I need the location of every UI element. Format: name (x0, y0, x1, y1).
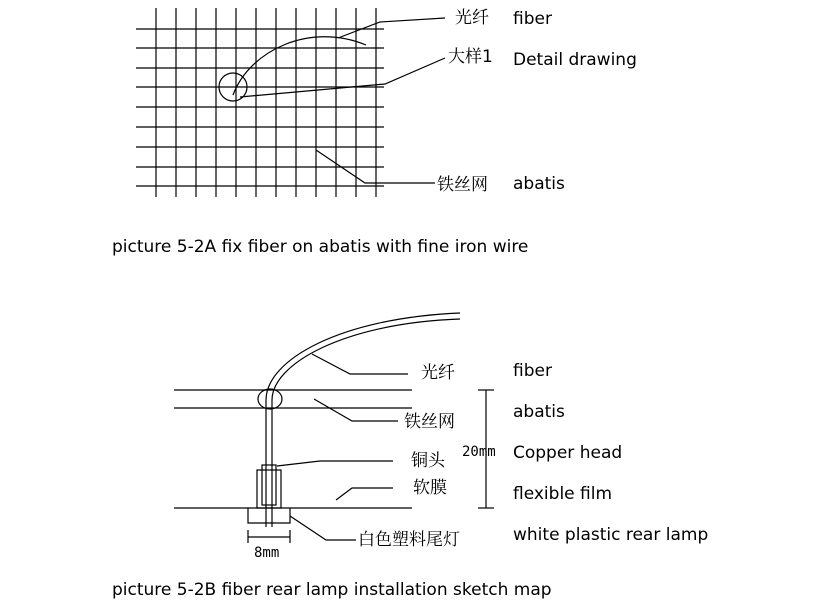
abatis-wire-loop (258, 389, 282, 409)
fig-a-cn-detail: 大样1 (448, 47, 493, 67)
fig-b-en-fiber: fiber (513, 361, 552, 381)
fig-b-en-lamp: white plastic rear lamp (513, 525, 709, 545)
rear-lamp-housing (248, 508, 290, 523)
fig-a-en-fiber: fiber (513, 9, 552, 29)
fig-b-cn-film: 软膜 (413, 478, 447, 498)
dim-height-label: 20mm (462, 444, 496, 460)
leader-fiber-a (338, 18, 445, 38)
fig-b-cn-abatis: 铁丝网 (404, 412, 455, 432)
abatis-grid (136, 8, 384, 197)
fig-b-cn-fiber: 光纤 (421, 363, 455, 383)
fiber-curve-a (233, 37, 366, 95)
fig-a-cn-abatis: 铁丝网 (437, 175, 488, 195)
leader-film-b (336, 488, 393, 500)
copper-head (262, 465, 276, 505)
fig-b-en-film: flexible film (513, 484, 613, 504)
fig-b-cn-lamp: 白色塑料尾灯 (358, 530, 460, 550)
dim-width-label: 8mm (254, 545, 280, 561)
flexible-film-sleeve (257, 470, 281, 508)
fig-b-en-abatis: abatis (513, 402, 565, 422)
leader-lamp-b (290, 516, 356, 540)
leader-fiber-b (312, 354, 408, 374)
leader-copper-b (277, 461, 393, 466)
fig-b-en-copper: Copper head (513, 443, 623, 463)
fiber-curve-b-inner (272, 319, 460, 400)
leader-detail-a (240, 58, 445, 97)
fig-a-en-abatis: abatis (513, 174, 565, 194)
fig-b-cn-copper: 铜头 (411, 451, 445, 471)
leader-abatis-b (314, 399, 398, 421)
fig-a-en-detail: Detail drawing (513, 50, 637, 70)
fig-a-cn-fiber: 光纤 (455, 8, 489, 28)
figure-a (136, 8, 445, 197)
fiber-curve-b-outer (266, 313, 460, 400)
caption-b: picture 5-2B fiber rear lamp installation sketch map (112, 580, 552, 600)
caption-a: picture 5-2A fix fiber on abatis with fine iron wire (112, 237, 529, 257)
